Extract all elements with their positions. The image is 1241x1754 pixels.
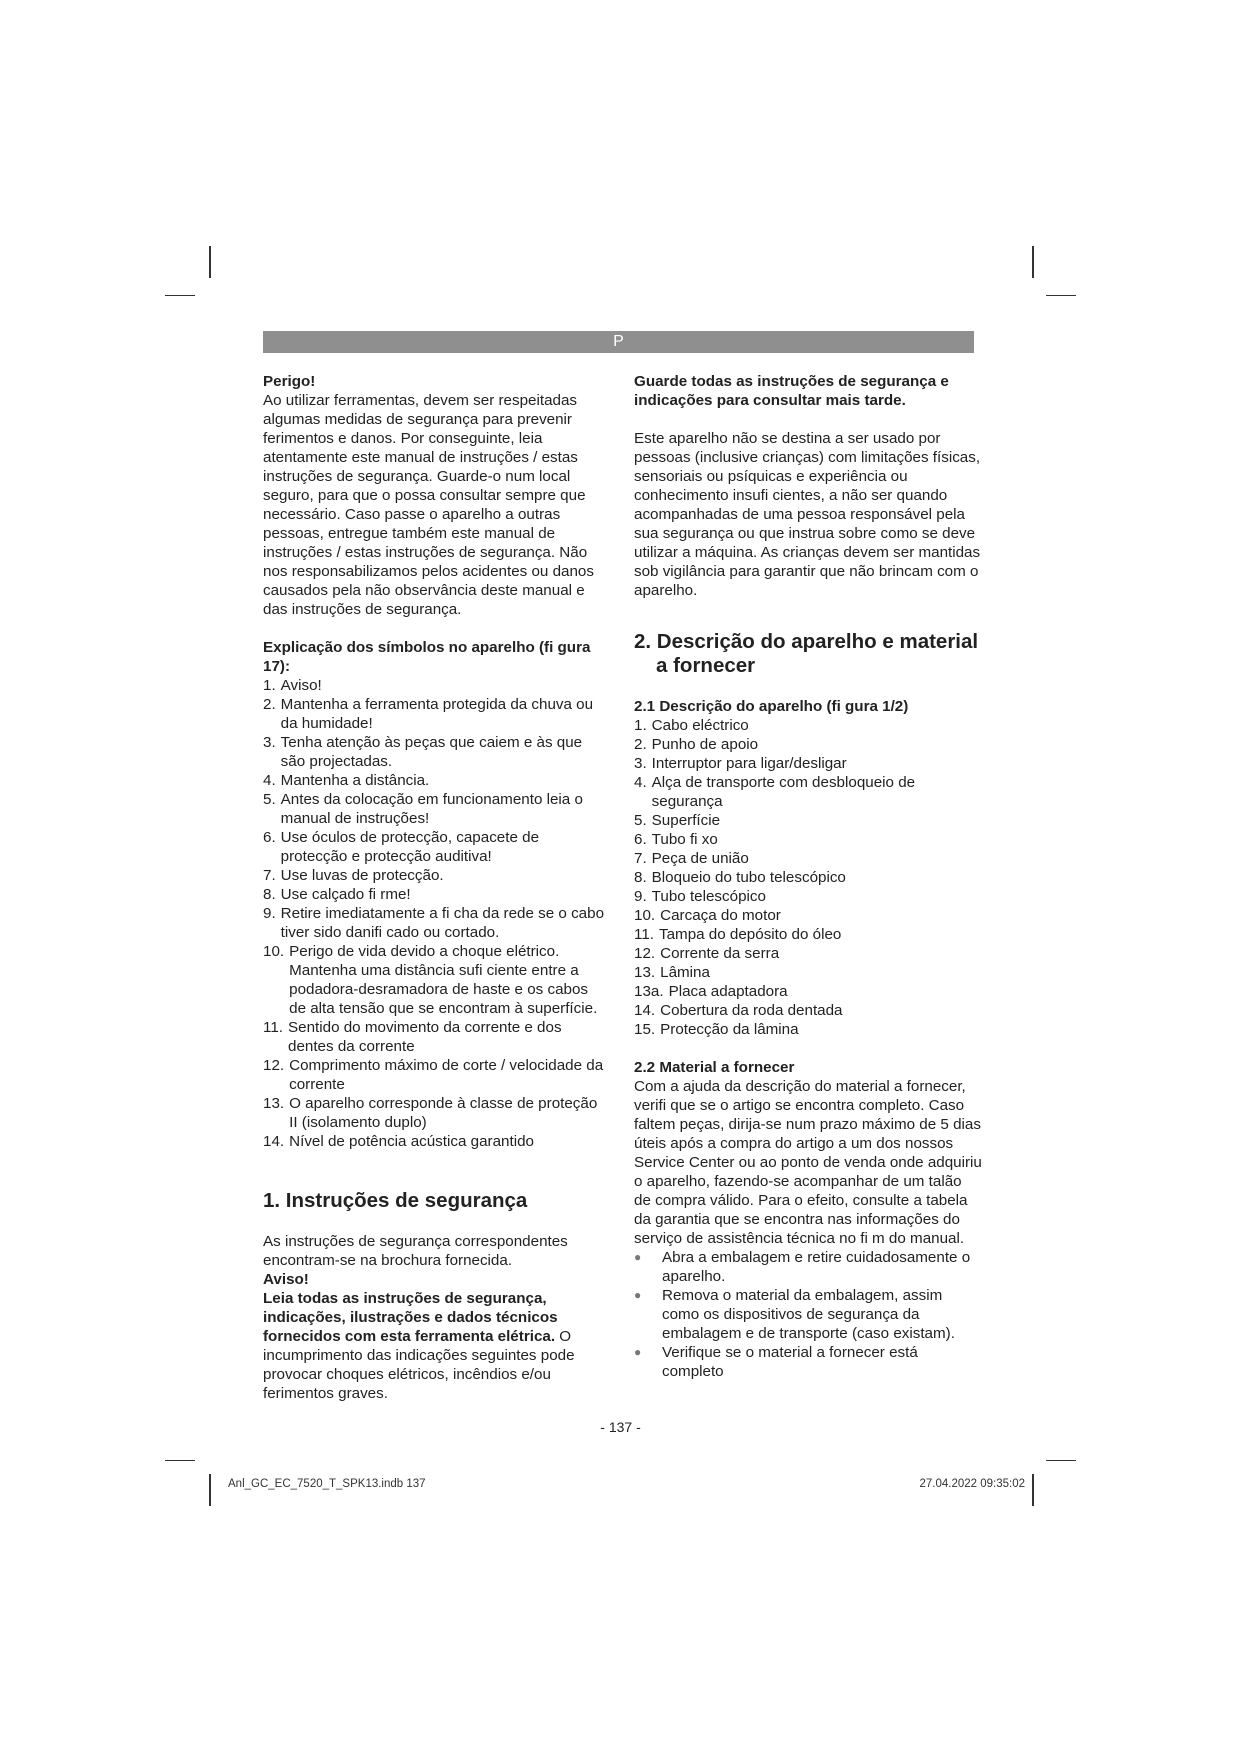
list-item-text: Use óculos de protecção, capacete de protecção e protecção auditiva! [280,829,540,865]
list-item [634,887,982,906]
list-item-number: 9. [634,888,647,905]
crop-mark [1032,246,1034,278]
print-date: 27.04.2022 09:35:02 [919,1478,1025,1490]
list-item-number: 2. [634,736,647,753]
list-item [634,944,982,963]
crop-mark [1046,295,1076,296]
list-item-number: 13. [263,1095,285,1112]
list-item-number: 13. [634,964,656,981]
symbols-title: Explicação dos símbolos no aparelho (fi gura 17): [263,639,591,675]
crop-mark [209,246,211,278]
list-item [263,885,608,904]
list-item-number: 3. [634,755,647,772]
list-item-number: 6. [634,831,647,848]
persons-text: Este aparelho não se destina a ser usado por pessoas (inclusive crianças) com limitações físicas, sensoriais ou psíquicas e experiência ou conhecimento insufi cientes, a não ser quando acompanhadas de uma pessoa responsável pela sua segurança ou que instrua sobre como se deve utilizar a máquina. As crianças devem ser mantidas sob vigilância para garantir que não brincam com o aparelho. [634,430,981,599]
list-item-text: Antes da colocação em funcionamento leia o manual de instruções! [280,791,583,827]
list-item [634,735,982,754]
danger-title: Perigo! [263,373,316,390]
page-number: - 137 - [600,1419,641,1435]
list-item-text: Cobertura da roda dentada [660,1002,843,1019]
language-header-bar [263,331,974,353]
list-item [634,1343,982,1381]
list-item-number: 12. [634,945,656,962]
list-item-number: 6. [263,829,276,846]
bullet-icon: ● [634,1288,642,1302]
language-code: P [613,333,624,350]
parts-list [634,716,982,1039]
contents-checklist [634,1248,982,1381]
list-item [634,811,982,830]
list-item-text: Protecção da lâmina [660,1021,799,1038]
list-item-text: Use calçado fi rme! [280,886,411,903]
list-item [634,925,982,944]
list-item-number: 13a. [634,983,664,1000]
bullet-icon: ● [634,1345,642,1359]
list-item-text: Tubo telescópico [651,888,766,905]
left-column [263,372,608,1403]
file-info: Anl_GC_EC_7520_T_SPK13.indb 137 [228,1478,426,1490]
list-item-number: 5. [263,791,276,808]
list-item-number: 10. [634,907,656,924]
sub21-title: 2.1 Descrição do aparelho (fi gura 1/2) [634,698,909,715]
list-item-text: Abra a embalagem e retire cuidadosamente o aparelho. [662,1249,971,1285]
sub22-title: 2.2 Material a fornecer [634,1059,795,1076]
section1-intro: As instruções de segurança correspondentes encontram-se na brochura fornecida. [263,1233,568,1269]
list-item [634,773,982,811]
list-item-text: O aparelho corresponde à classe de proteção II (isolamento duplo) [289,1095,598,1131]
list-item [263,828,608,866]
list-item-number: 11. [263,1019,283,1036]
list-item-text: Verifique se o material a fornecer está completo [662,1344,918,1380]
list-item-text: Nível de potência acústica garantido [289,1133,534,1150]
list-item [263,1132,608,1151]
list-item-number: 8. [263,886,276,903]
list-item [263,1094,608,1132]
list-item-number: 15. [634,1021,656,1038]
list-item [634,982,982,1001]
list-item [634,906,982,925]
warning-title: Aviso! [263,1271,309,1288]
list-item [263,790,608,828]
list-item-number: 5. [634,812,647,829]
list-item [634,868,982,887]
list-item-text: Aviso! [280,677,322,694]
list-item-number: 7. [263,867,276,884]
list-item-text: Interruptor para ligar/desligar [651,755,847,772]
list-item-number: 2. [263,696,276,713]
warning-bold-text: Leia todas as instruções de segurança, indicações, ilustrações e dados técnicos fornecidos com esta ferramenta elétrica. [263,1290,558,1345]
list-item [634,1020,982,1039]
list-item [263,733,608,771]
list-item-text: Comprimento máximo de corte / velocidade da corrente [289,1057,604,1093]
list-item-text: Carcaça do motor [660,907,781,924]
list-item-text: Lâmina [660,964,710,981]
list-item [263,1018,608,1056]
list-item-number: 11. [634,926,654,943]
list-item-text: Remova o material da embalagem, assim como os dispositivos de segurança da embalagem e de transporte (caso existam). [662,1287,955,1342]
list-item [634,849,982,868]
list-item [634,716,982,735]
list-item-text: Placa adaptadora [668,983,788,1000]
list-item-text: Tubo fi xo [651,831,718,848]
list-item [634,830,982,849]
list-item [634,1248,982,1286]
list-item-text: Bloqueio do tubo telescópico [651,869,846,886]
list-item-text: Superfície [651,812,721,829]
list-item-text: Retire imediatamente a fi cha da rede se o cabo tiver sido danifi cado ou cortado. [280,905,605,941]
section1-title: 1. Instruções de segurança [263,1189,528,1212]
section2-title: 2. Descrição do aparelho e material a fornecer [634,630,979,677]
crop-mark [165,295,195,296]
crop-mark [209,1474,211,1506]
list-item [634,963,982,982]
bullet-icon: ● [634,1250,642,1264]
list-item-number: 14. [263,1133,285,1150]
list-item-text: Peça de união [651,850,749,867]
list-item-text: Punho de apoio [651,736,759,753]
crop-mark [1046,1460,1076,1461]
warning-paragraph [263,1289,608,1403]
list-item [634,1001,982,1020]
list-item [263,771,608,790]
danger-text: Ao utilizar ferramentas, devem ser respeitadas algumas medidas de segurança para prevenir ferimentos e danos. Por conseguinte, leia atentamente este manual de instruções / estas instruções de segurança. Guarde-o num local seguro, para que o possa consultar sempre que necessário. Caso passe o aparelho a outras pessoas, entregue também este manual de instruções / estas instruções de segurança. Não nos responsabilizamos pelos acidentes ou danos causados pela não observância deste manual e das instruções de segurança. [263,392,594,618]
list-item [263,1056,608,1094]
list-item-text: Tenha atenção às peças que caiem e às que são projectadas. [280,734,583,770]
list-item-number: 14. [634,1002,656,1019]
list-item-text: Cabo eléctrico [651,717,749,734]
list-item-text: Sentido do movimento da corrente e dos dentes da corrente [288,1019,562,1055]
list-item [263,866,608,885]
sub22-text: Com a ajuda da descrição do material a fornecer, verifi que se o artigo se encontra completo. Caso faltem peças, dirija-se num prazo máximo de 5 dias úteis após a compra do artigo a um dos nossos Service Center ou ao ponto de venda onde adquiriu o aparelho, fazendo-se acompanhar de um talão de compra válido. Para o efeito, consulte a tabela da garantia que se encontra nas informações do serviço de assistência técnica no fi m do manual. [634,1078,982,1247]
list-item [634,1286,982,1343]
list-item [634,754,982,773]
keep-instructions-title: Guarde todas as instruções de segurança e indicações para consultar mais tarde. [634,373,949,409]
list-item [263,676,608,695]
list-item-text: Corrente da serra [660,945,780,962]
list-item-text: Mantenha a distância. [280,772,430,789]
right-column [634,372,982,1381]
warning-text: O incumprimento das indicações seguintes pode provocar choques elétricos, incêndios e/ou ferimentos graves. [263,1328,575,1402]
list-item [263,904,608,942]
list-item-text: Perigo de vida devido a choque elétrico. Mantenha uma distância sufi ciente entre a podadora-desramadora de haste e os cabos de alta tensão que se encontram à superfície. [289,943,598,1017]
symbols-list [263,676,608,1151]
crop-mark [1032,1474,1034,1506]
crop-mark [165,1460,195,1461]
list-item-number: 3. [263,734,276,751]
list-item-number: 7. [634,850,647,867]
list-item-text: Mantenha a ferramenta protegida da chuva ou da humidade! [280,696,594,732]
list-item-text: Use luvas de protecção. [280,867,444,884]
list-item-number: 10. [263,943,285,960]
list-item-number: 9. [263,905,276,922]
list-item-number: 4. [263,772,276,789]
list-item-text: Tampa do depósito do óleo [659,926,842,943]
list-item-number: 1. [263,677,276,694]
list-item-number: 4. [634,774,647,791]
list-item-number: 8. [634,869,647,886]
list-item [263,695,608,733]
list-item-text: Alça de transporte com desbloqueio de segurança [651,774,916,810]
list-item [263,942,608,1018]
list-item-number: 12. [263,1057,285,1074]
list-item-number: 1. [634,717,647,734]
